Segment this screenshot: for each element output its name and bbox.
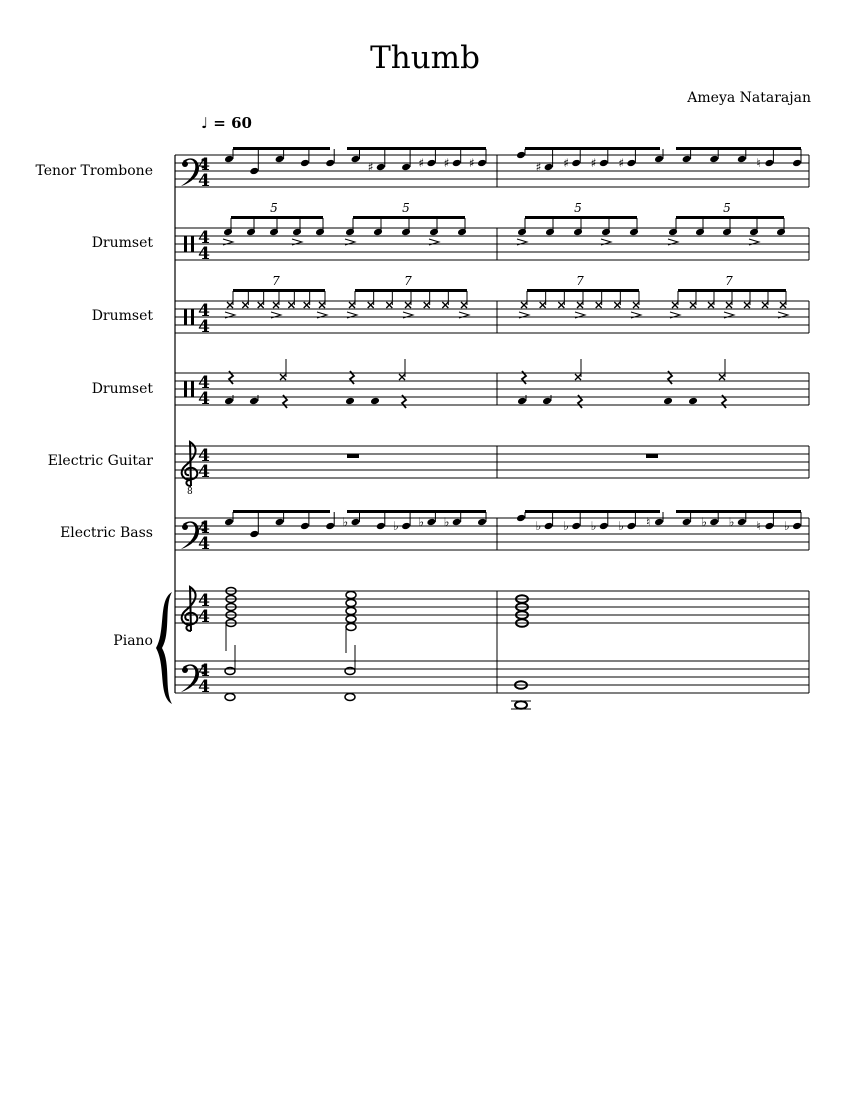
tuplet-number: 7 — [272, 274, 280, 288]
percussion-clef-bar — [184, 236, 187, 252]
note-head — [599, 159, 609, 168]
cross-note-head — [349, 302, 355, 308]
half-note-head — [345, 694, 355, 701]
note-head — [709, 518, 719, 527]
cross-note-head — [672, 302, 678, 308]
note-head — [599, 522, 609, 531]
accidental: ♭ — [701, 515, 707, 529]
cross-note-head — [744, 302, 750, 308]
note-head — [764, 522, 774, 531]
tuplet-number: 5 — [402, 201, 410, 215]
cross-note-head — [399, 374, 405, 380]
cross-note-head — [614, 302, 620, 308]
cross-note-head — [424, 302, 430, 308]
half-note-head — [346, 624, 356, 631]
accidental: ♭ — [728, 515, 735, 529]
beam — [676, 147, 801, 150]
note-head — [792, 522, 802, 531]
beam — [233, 289, 325, 292]
time-signature-numerator: 4 — [198, 591, 210, 611]
note-head — [300, 159, 310, 168]
percussion-clef-bar — [184, 309, 187, 325]
time-signatures — [198, 155, 210, 697]
time-signature-denominator: 4 — [198, 244, 210, 264]
tuplet-number: 5 — [723, 201, 731, 215]
tuplet-number: 7 — [725, 274, 733, 288]
accidental: ♭ — [590, 519, 597, 533]
cross-note-head — [708, 302, 714, 308]
instrument-label-electric-guitar: Electric Guitar — [47, 453, 153, 469]
note-head — [682, 155, 692, 164]
treble-clef-curve — [182, 587, 198, 631]
cross-note-head — [521, 302, 527, 308]
note-head — [300, 522, 310, 531]
accidental: ♯ — [418, 156, 425, 170]
cross-note-head — [288, 302, 294, 308]
beam — [347, 147, 486, 150]
whole-rest — [646, 454, 658, 458]
cross-note-head — [596, 302, 602, 308]
cross-note-head — [405, 302, 411, 308]
note-head — [376, 163, 386, 172]
beam — [678, 289, 786, 292]
beam — [231, 216, 323, 219]
percussion-clef-bar — [191, 309, 194, 325]
time-signature-numerator: 4 — [198, 155, 210, 175]
cross-note-head — [633, 302, 639, 308]
accidental: ♮ — [756, 519, 761, 533]
instrument-label-piano: Piano — [113, 633, 153, 649]
cross-note-head — [273, 302, 279, 308]
note-head — [544, 522, 554, 531]
time-signature — [198, 301, 210, 337]
accidental: ♮ — [756, 156, 761, 170]
note-head — [682, 518, 692, 527]
instrument-label-drumset-2: Drumset — [91, 308, 153, 324]
tempo-marking: ♩ = 60 — [201, 114, 252, 132]
note-head — [792, 159, 802, 168]
beam — [525, 510, 660, 513]
time-signature-numerator: 4 — [198, 373, 210, 393]
accidental: ♭ — [393, 519, 399, 533]
time-signature — [198, 228, 210, 264]
note-head — [571, 159, 581, 168]
beam — [233, 147, 330, 150]
cross-note-head — [368, 302, 374, 308]
accidental: ♮ — [646, 515, 651, 529]
note-head — [401, 522, 411, 531]
bass-clef-dot — [182, 667, 188, 673]
cross-note-head — [719, 374, 725, 380]
whole-note-head — [515, 701, 527, 709]
beam — [527, 289, 639, 292]
cross-note-head — [575, 374, 581, 380]
cross-note-head — [386, 302, 392, 308]
note-head — [737, 155, 747, 164]
percussion-clef-bar — [191, 381, 194, 397]
note-head — [737, 518, 747, 527]
score-title: Thumb — [370, 40, 480, 76]
time-signature — [198, 591, 210, 627]
note-head — [663, 397, 673, 406]
instrument-label-drumset-3: Drumset — [91, 381, 153, 397]
note-head — [452, 159, 462, 168]
time-signature-denominator: 4 — [198, 171, 210, 191]
time-signature-denominator: 4 — [198, 462, 210, 482]
piano-brace — [156, 592, 172, 704]
beam — [676, 216, 784, 219]
note-head — [516, 514, 526, 523]
note-head — [516, 151, 526, 160]
accidental: ♭ — [535, 519, 542, 533]
whole-rest — [347, 454, 359, 458]
tuplet-number: 7 — [576, 274, 584, 288]
half-note-head — [346, 600, 356, 607]
accidental: ♭ — [342, 515, 349, 529]
time-signature — [198, 446, 210, 482]
half-note-head — [346, 592, 356, 599]
beam — [676, 510, 801, 513]
note-head — [249, 397, 259, 406]
time-signature-numerator: 4 — [198, 228, 210, 248]
beam — [525, 147, 660, 150]
octave-down-mark: 8 — [187, 487, 193, 497]
instrument-label-tenor-trombone: Tenor Trombone — [35, 163, 153, 179]
cross-note-head — [242, 302, 248, 308]
cross-note-head — [540, 302, 546, 308]
note-head — [477, 518, 487, 527]
composer-name: Ameya Natarajan — [687, 90, 811, 106]
time-signature-denominator: 4 — [198, 389, 210, 409]
time-signature-denominator: 4 — [198, 534, 210, 554]
beam — [347, 510, 486, 513]
note-head — [325, 522, 335, 531]
accidental: ♭ — [618, 519, 625, 533]
cross-note-head — [461, 302, 467, 308]
note-head — [275, 518, 285, 527]
percussion-clef-bar — [184, 381, 187, 397]
time-signature-numerator: 4 — [198, 518, 210, 538]
note-head — [224, 518, 234, 527]
note-head — [517, 397, 527, 406]
cross-note-head — [558, 302, 564, 308]
instrument-label-electric-bass: Electric Bass — [60, 525, 153, 541]
accidental: ♭ — [443, 515, 450, 529]
cross-note-head — [762, 302, 768, 308]
note-head — [345, 397, 355, 406]
beam — [355, 289, 467, 292]
note-head — [249, 530, 259, 539]
note-head — [626, 159, 636, 168]
cross-note-head — [227, 302, 233, 308]
cross-note-head — [319, 302, 325, 308]
accidental: ♭ — [418, 515, 425, 529]
time-signature — [198, 661, 210, 697]
note-head — [224, 155, 234, 164]
note-head — [542, 397, 552, 406]
accidental: ♯ — [367, 160, 374, 174]
time-signature — [198, 518, 210, 554]
cross-note-head — [304, 302, 310, 308]
time-signature-denominator: 4 — [198, 677, 210, 697]
accidental: ♯ — [535, 160, 542, 174]
tuplet-number: 5 — [270, 201, 278, 215]
cross-note-head — [690, 302, 696, 308]
cross-note-head — [780, 302, 786, 308]
note-head — [275, 155, 285, 164]
note-head — [426, 518, 436, 527]
beam — [525, 216, 637, 219]
time-signature-denominator: 4 — [198, 317, 210, 337]
time-signature — [198, 373, 210, 409]
accidental: ♯ — [618, 156, 625, 170]
cross-note-head — [577, 302, 583, 308]
note-head — [401, 163, 411, 172]
note-head — [654, 518, 664, 527]
half-note-head — [346, 608, 356, 615]
staff-lines — [175, 155, 809, 693]
note-head — [370, 397, 380, 406]
note-head — [325, 159, 335, 168]
note-head — [452, 518, 462, 527]
note-head — [764, 159, 774, 168]
note-head — [426, 159, 436, 168]
cross-note-head — [726, 302, 732, 308]
note-head — [224, 397, 234, 406]
note-head — [351, 155, 361, 164]
time-signature — [198, 155, 210, 191]
time-signature-numerator: 4 — [198, 661, 210, 681]
time-signature-numerator: 4 — [198, 301, 210, 321]
note-head — [544, 163, 554, 172]
accidental: ♭ — [784, 519, 790, 533]
note-head — [249, 167, 259, 176]
tuplet-number: 5 — [574, 201, 582, 215]
note-head — [654, 155, 664, 164]
percussion-clef-bar — [191, 236, 194, 252]
note-head — [709, 155, 719, 164]
note-head — [626, 522, 636, 531]
piano-treble-clef — [182, 587, 198, 631]
note-head — [376, 522, 386, 531]
accidental: ♭ — [563, 519, 569, 533]
cross-note-head — [442, 302, 448, 308]
accidental: ♯ — [469, 156, 475, 170]
time-signature-denominator: 4 — [198, 607, 210, 627]
notes — [223, 147, 802, 709]
beam — [233, 510, 330, 513]
instrument-label-drumset-1: Drumset — [91, 235, 153, 251]
note-head — [477, 159, 487, 168]
beam — [353, 216, 465, 219]
cross-note-head — [258, 302, 264, 308]
bass-clef-dot — [182, 161, 188, 167]
accidental: ♯ — [563, 156, 570, 170]
note-head — [351, 518, 361, 527]
time-signature-numerator: 4 — [198, 446, 210, 466]
bass-clef-dot — [182, 524, 188, 530]
accidental: ♯ — [443, 156, 450, 170]
half-note-head — [346, 616, 356, 623]
note-head — [688, 397, 698, 406]
accidental: ♯ — [590, 156, 597, 170]
treble-clef-curve — [182, 442, 198, 486]
note-head — [571, 522, 581, 531]
cross-note-head — [280, 374, 286, 380]
half-note-head — [225, 694, 235, 701]
tuplet-number: 7 — [404, 274, 412, 288]
